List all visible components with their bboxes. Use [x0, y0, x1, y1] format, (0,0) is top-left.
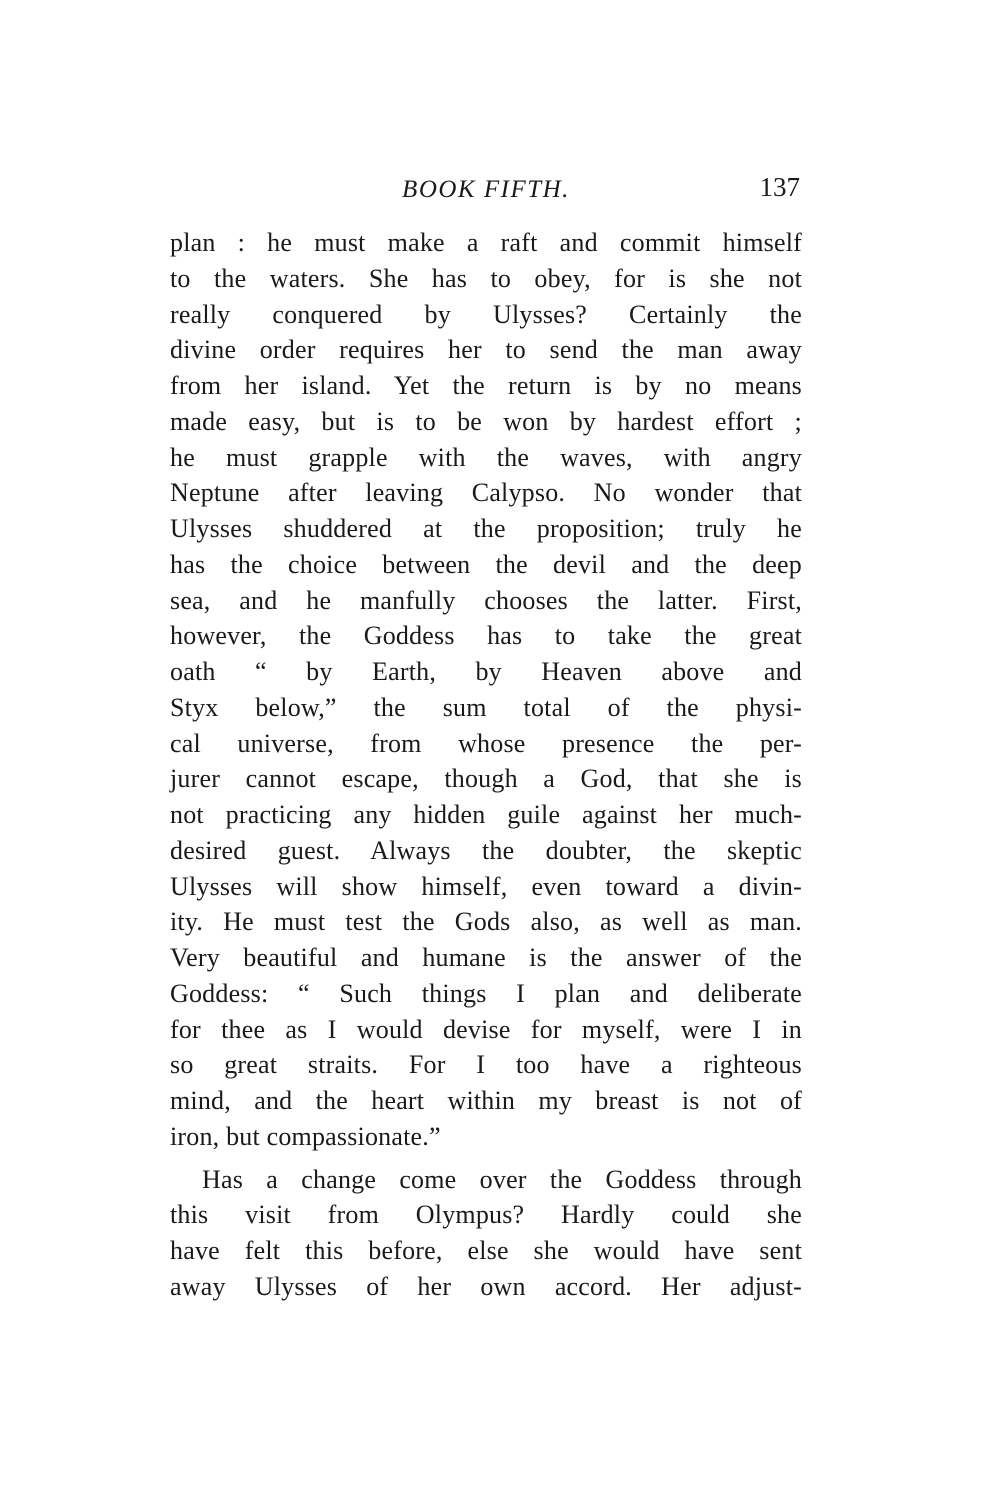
text-line: this visit from Olympus? Hardly could she — [170, 1200, 802, 1230]
text-line: really conquered by Ulysses? Certainly the — [170, 299, 802, 329]
text-line: cal universe, from whose presence the per- — [170, 728, 802, 758]
text-line: have felt this before, else she would have sent — [170, 1236, 802, 1265]
text-line: from her island. Yet the return is by no means — [170, 371, 802, 400]
text-line: oath “ by Earth, by Heaven above and — [170, 657, 802, 686]
text-line: Ulysses will show himself, even toward a divin- — [170, 871, 802, 901]
text-line: desired guest. Always the doubter, the skeptic — [170, 835, 802, 865]
text-line: Neptune after leaving Calypso. No wonder that — [170, 478, 802, 508]
text-line: has the choice between the devil and the deep — [170, 549, 802, 579]
text-line: jurer cannot escape, though a God, that she is — [170, 764, 802, 794]
text-line: sea, and he manfully chooses the latter. First, — [170, 585, 802, 615]
text-line: Goddess: “ Such things I plan and deliberate — [170, 978, 802, 1008]
text-line: Very beautiful and humane is the answer of the — [170, 943, 802, 972]
text-line: away Ulysses of her own accord. Her adjust- — [170, 1271, 802, 1301]
text-line: made easy, but is to be won by hardest effort ; — [170, 406, 802, 436]
text-line: mind, and the heart within my breast is not of — [170, 1086, 802, 1115]
text-line: divine order requires her to send the man away — [170, 335, 802, 365]
text-line: iron, but compassionate.” — [170, 1121, 441, 1151]
text-line: Has a change come over the Goddess through — [202, 1164, 802, 1194]
paragraph-2 — [170, 1162, 802, 1305]
paragraph-gap — [170, 1155, 802, 1162]
running-head — [170, 172, 802, 212]
text-line: ity. He must test the Gods also, as well as man. — [170, 907, 802, 937]
page-number: 137 — [759, 172, 800, 202]
running-title: BOOK FIFTH. — [402, 176, 570, 203]
body-text — [170, 225, 802, 1305]
text-line: Ulysses shuddered at the proposition; truly he — [170, 514, 802, 543]
text-line: plan : he must make a raft and commit himself — [170, 228, 802, 257]
text-line: Styx below,” the sum total of the physi- — [170, 692, 802, 722]
paragraph-1 — [170, 225, 802, 1155]
text-line: however, the Goddess has to take the great — [170, 621, 802, 651]
text-line: not practicing any hidden guile against her much- — [170, 800, 802, 829]
text-line: to the waters. She has to obey, for is she not — [170, 263, 802, 293]
text-line: for thee as I would devise for myself, were I in — [170, 1014, 802, 1044]
text-line: he must grapple with the waves, with angry — [170, 442, 802, 472]
text-line: so great straits. For I too have a righteous — [170, 1050, 802, 1080]
